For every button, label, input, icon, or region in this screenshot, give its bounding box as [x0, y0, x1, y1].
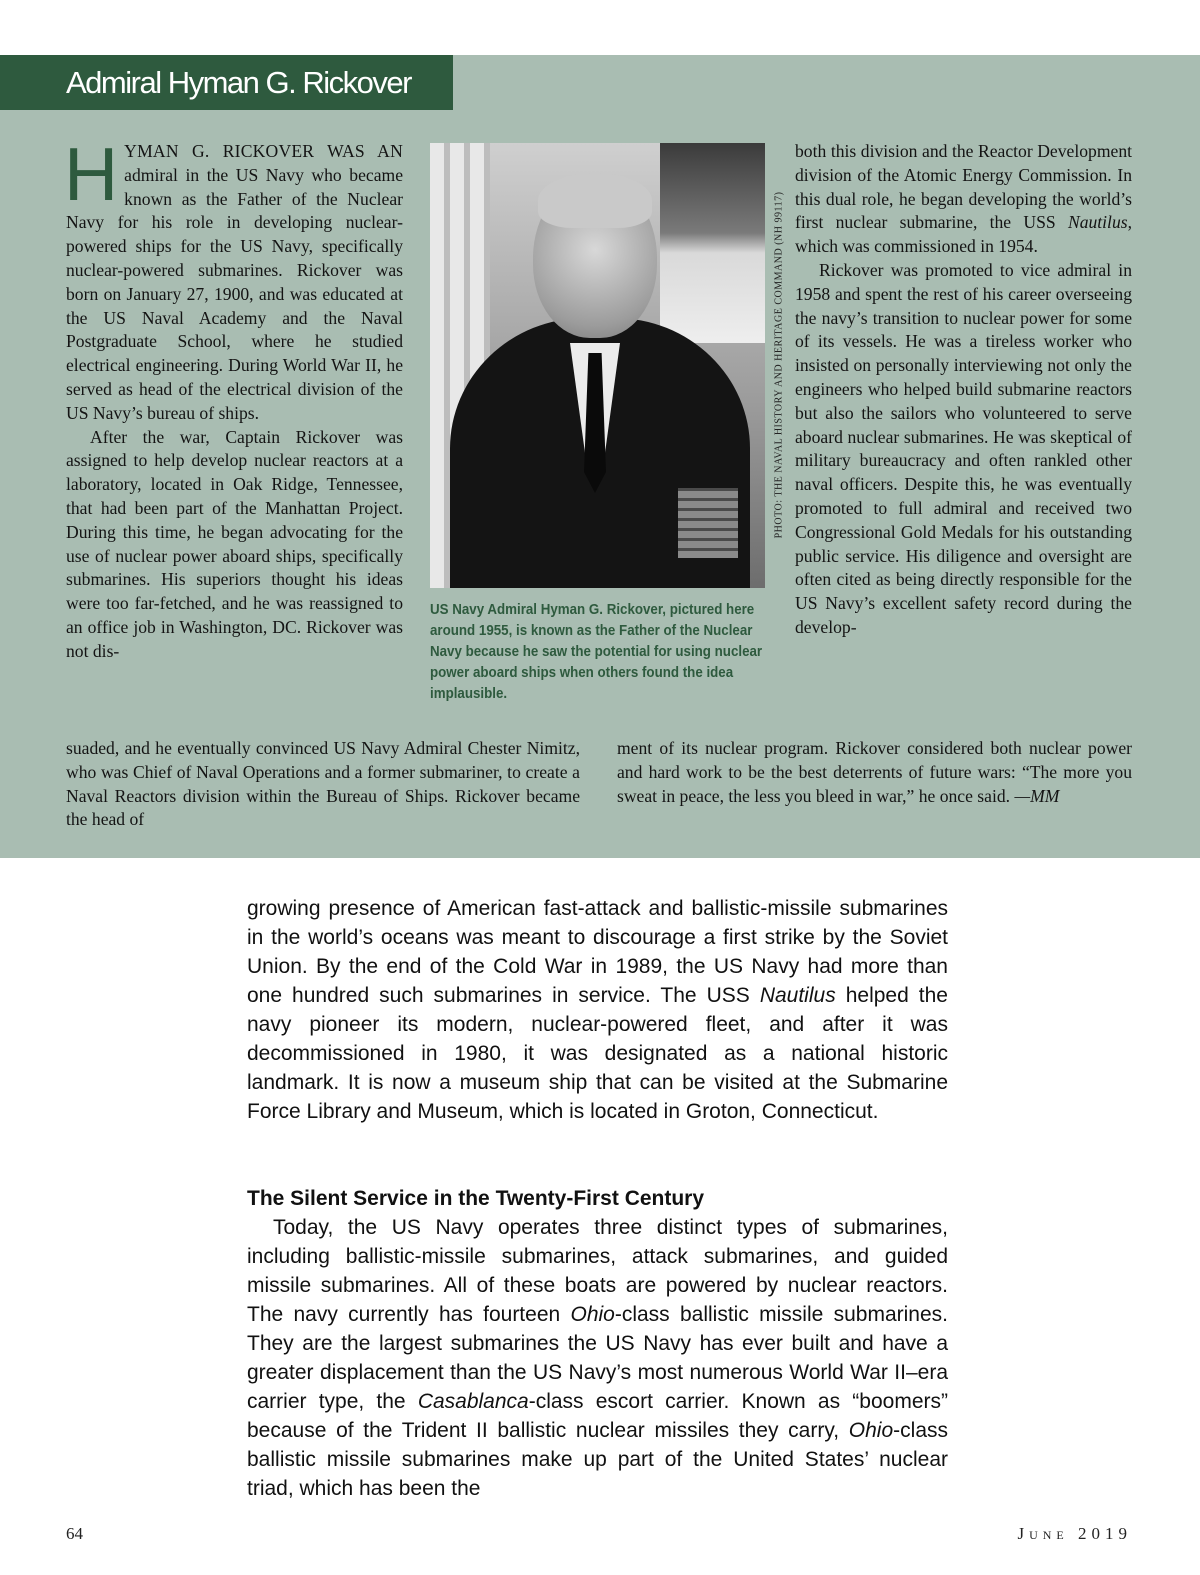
photo-caption: US Navy Admiral Hyman G. Rickover, pictured here around 1955, is known as the Father of the Nuclear Navy because he saw the potential for using nuclear power aboard ships when others found the idea implausible. — [430, 602, 763, 702]
sidebar-paragraph — [64, 132, 403, 426]
sidebar-column-left — [64, 132, 403, 664]
sidebar-paragraph: Rickover was promoted to vice admiral in 1958 and spent the rest of his career overseeing the navy’s transition to nuclear power for some of its vessels. He was a tireless worker who insisted on personally interviewing not only the engineers who helped build submarine reactors but also the sailors who volunteered to serve aboard nuclear submarines. He was skeptical of military bureaucracy and often rankled other naval officers. Despite this, he was eventually promoted to full admiral and received two Congressional Gold Medals for his outstanding public service. His diligence and oversight are often cited as being directly responsible for the US Navy’s excellent safety record during the develop- — [795, 259, 1132, 637]
issue-date: June 2019 — [1017, 1524, 1132, 1543]
sidebar-column-right — [795, 140, 1132, 640]
rickover-portrait-photo — [430, 143, 765, 588]
lead-in: YMAN G. RICKOVER WAS AN — [124, 141, 403, 161]
sidebar-bottom-left-text: suaded, and he eventually convinced US Navy Admiral Chester Nimitz, who was Chief of Naval Operations and a former submariner, to create a Naval Reactors division within the Bureau of Ships. Rickover became the head of — [66, 738, 580, 830]
sidebar-box — [0, 55, 1200, 858]
section-heading: The Silent Service in the Twenty-First Century — [247, 1187, 705, 1210]
sidebar-paragraph: After the war, Captain Rickover was assigned to help develop nuclear reactors at a laboratory, located in Oak Ridge, Tennessee, that had been part of the Manhattan Project. During this time, he began advocating for the use of nuclear power aboard ships, specifically submarines. His superiors thought his ideas were too far-fetched, and he was reassigned to an office job in Washington, DC. Rickover was not dis- — [66, 426, 403, 661]
author-initials: —MM — [1014, 785, 1060, 806]
sidebar-bottom-right-text: ment of its nuclear program. Rickover considered both nuclear power and hard work to be the best deterrents of future wars: “The more you sweat in peace, the less you bleed in war,” he once said. —MM — [617, 738, 1132, 806]
drop-cap: H — [64, 132, 119, 216]
photo-credit: PHOTO: THE NAVAL HISTORY AND HERITAGE COMMAND (NH 99117) — [773, 191, 785, 539]
sidebar-paragraph: both this division and the Reactor Development division of the Atomic Energy Commission. In this dual role, he began developing the world’s first nuclear submarine, the USS Nautilus, which was commissioned in 1954. — [795, 141, 1132, 257]
sidebar-title: Admiral Hyman G. Rickover — [0, 55, 453, 110]
page-number: 64 — [66, 1524, 83, 1543]
main-paragraph: Today, the US Navy operates three distinct types of submarines, including ballistic-missile submarines, attack submarines, and guided missile submarines. All of these boats are powered by nuclear reactors. The navy currently has fourteen Ohio-class ballistic missile submarines. They are the largest submarines the US Navy has ever built and have a greater displacement than the US Navy’s most numerous World War II–era carrier type, the Casablanca-class escort carrier. Known as “boomers” because of the Trident II ballistic nuclear missiles they carry, Ohio-class ballistic missile submarines make up part of the United States’ nuclear triad, which has been the — [247, 1216, 948, 1500]
main-paragraph: growing presence of American fast-attack and ballistic-missile submarines in the world’s oceans was meant to discourage a first strike by the Soviet Union. By the end of the Cold War in 1989, the US Navy had more than one hundred such submarines in service. The USS Nautilus helped the navy pioneer its modern, nuclear-powered fleet, and after it was decommissioned in 1980, it was designated as a national historic landmark. It is now a museum ship that can be visited at the Submarine Force Library and Museum, which is located in Groton, Connecticut. — [247, 897, 948, 1123]
paragraph-text: admiral in the US Navy who became known as the Father of the Nuclear Navy for his role in developing nuclear-powered ships for the US Navy, specifically nuclear-powered submarines. Rickover was born on January 27, 1900, and was educated at the US Naval Academy and the Naval Postgraduate School, where he studied electrical engineering. During World War II, he served as head of the electrical division of the US Navy’s bureau of ships. — [66, 164, 403, 423]
